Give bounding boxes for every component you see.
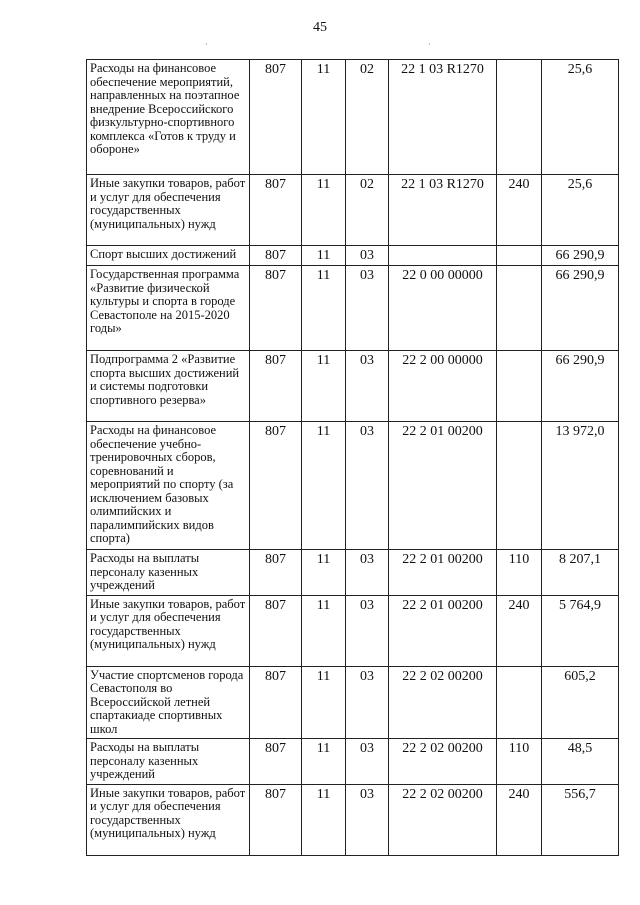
row-vr xyxy=(497,60,542,175)
row-sum: 13 972,0 xyxy=(542,422,619,550)
row-name: Подпрограмма 2 «Развитие спорта высших достижений и системы подготовки спортивного резерва» xyxy=(87,351,250,422)
row-vr: 240 xyxy=(497,784,542,855)
table-row xyxy=(87,739,619,785)
row-pr: 03 xyxy=(346,550,389,596)
row-name: Иные закупки товаров, работ и услуг для обеспечения государственных (муниципальных) нужд xyxy=(87,784,250,855)
row-gr: 807 xyxy=(250,175,302,246)
row-gr: 807 xyxy=(250,266,302,351)
row-cs: 22 2 01 00200 xyxy=(389,595,497,666)
row-name: Расходы на выплаты персоналу казенных учреждений xyxy=(87,550,250,596)
row-vr xyxy=(497,422,542,550)
row-rz: 11 xyxy=(302,422,346,550)
row-pr: 03 xyxy=(346,266,389,351)
table-row xyxy=(87,246,619,266)
row-name: Расходы на финансовое обеспечение мероприятий, направленных на поэтапное внедрение Всероссийского физкультурно-спортивного комплекса «Готов к труду и обороне» xyxy=(87,60,250,175)
row-sum: 66 290,9 xyxy=(542,266,619,351)
row-gr: 807 xyxy=(250,351,302,422)
row-name: Расходы на финансовое обеспечение учебно-тренировочных сборов, соревнований и мероприятий по спорту (за исключением базовых олимпийских и паралимпийских видов спорта) xyxy=(87,422,250,550)
row-rz: 11 xyxy=(302,60,346,175)
row-vr xyxy=(497,246,542,266)
row-cs: 22 2 02 00200 xyxy=(389,666,497,739)
row-cs: 22 2 02 00200 xyxy=(389,739,497,785)
row-sum: 8 207,1 xyxy=(542,550,619,596)
table-body xyxy=(87,60,619,856)
row-rz: 11 xyxy=(302,595,346,666)
row-pr: 02 xyxy=(346,60,389,175)
row-vr: 110 xyxy=(497,739,542,785)
row-rz: 11 xyxy=(302,784,346,855)
row-gr: 807 xyxy=(250,246,302,266)
row-cs xyxy=(389,246,497,266)
row-cs: 22 2 01 00200 xyxy=(389,422,497,550)
row-gr: 807 xyxy=(250,60,302,175)
row-sum: 66 290,9 xyxy=(542,246,619,266)
table-row xyxy=(87,784,619,855)
table-row xyxy=(87,422,619,550)
row-name: Расходы на выплаты персоналу казенных учреждений xyxy=(87,739,250,785)
row-sum: 66 290,9 xyxy=(542,351,619,422)
row-rz: 11 xyxy=(302,550,346,596)
row-sum: 556,7 xyxy=(542,784,619,855)
row-cs: 22 2 02 00200 xyxy=(389,784,497,855)
row-sum: 605,2 xyxy=(542,666,619,739)
row-pr: 03 xyxy=(346,246,389,266)
row-sum: 25,6 xyxy=(542,60,619,175)
row-cs: 22 1 03 R1270 xyxy=(389,175,497,246)
row-vr: 110 xyxy=(497,550,542,596)
row-name: Иные закупки товаров, работ и услуг для обеспечения государственных (муниципальных) нужд xyxy=(87,175,250,246)
row-pr: 02 xyxy=(346,175,389,246)
row-name: Государственная программа «Развитие физической культуры и спорта в городе Севастополе на 2015-2020 годы» xyxy=(87,266,250,351)
table-row xyxy=(87,266,619,351)
row-rz: 11 xyxy=(302,175,346,246)
row-pr: 03 xyxy=(346,595,389,666)
row-pr: 03 xyxy=(346,422,389,550)
row-cs: 22 2 01 00200 xyxy=(389,550,497,596)
scan-dot: · xyxy=(428,40,431,49)
row-gr: 807 xyxy=(250,550,302,596)
row-vr: 240 xyxy=(497,175,542,246)
row-pr: 03 xyxy=(346,666,389,739)
row-rz: 11 xyxy=(302,739,346,785)
budget-table xyxy=(86,59,619,856)
row-vr xyxy=(497,266,542,351)
row-vr xyxy=(497,666,542,739)
row-pr: 03 xyxy=(346,784,389,855)
row-sum: 5 764,9 xyxy=(542,595,619,666)
row-vr xyxy=(497,351,542,422)
row-name: Участие спортсменов города Севастополя во Всероссийской летней спартакиаде спортивных школ xyxy=(87,666,250,739)
page-number: 45 xyxy=(313,20,327,35)
table-row xyxy=(87,60,619,175)
row-name: Спорт высших достижений xyxy=(87,246,250,266)
row-pr: 03 xyxy=(346,739,389,785)
row-gr: 807 xyxy=(250,739,302,785)
table-row xyxy=(87,351,619,422)
row-name: Иные закупки товаров, работ и услуг для обеспечения государственных (муниципальных) нужд xyxy=(87,595,250,666)
row-cs: 22 1 03 R1270 xyxy=(389,60,497,175)
row-sum: 48,5 xyxy=(542,739,619,785)
row-rz: 11 xyxy=(302,266,346,351)
table-row xyxy=(87,550,619,596)
row-rz: 11 xyxy=(302,351,346,422)
table-row xyxy=(87,595,619,666)
row-pr: 03 xyxy=(346,351,389,422)
row-vr: 240 xyxy=(497,595,542,666)
row-cs: 22 2 00 00000 xyxy=(389,351,497,422)
row-rz: 11 xyxy=(302,246,346,266)
row-rz: 11 xyxy=(302,666,346,739)
scan-dot: · xyxy=(205,40,208,49)
row-gr: 807 xyxy=(250,784,302,855)
row-gr: 807 xyxy=(250,595,302,666)
row-cs: 22 0 00 00000 xyxy=(389,266,497,351)
table-row xyxy=(87,666,619,739)
row-gr: 807 xyxy=(250,666,302,739)
row-sum: 25,6 xyxy=(542,175,619,246)
row-gr: 807 xyxy=(250,422,302,550)
table-row xyxy=(87,175,619,246)
